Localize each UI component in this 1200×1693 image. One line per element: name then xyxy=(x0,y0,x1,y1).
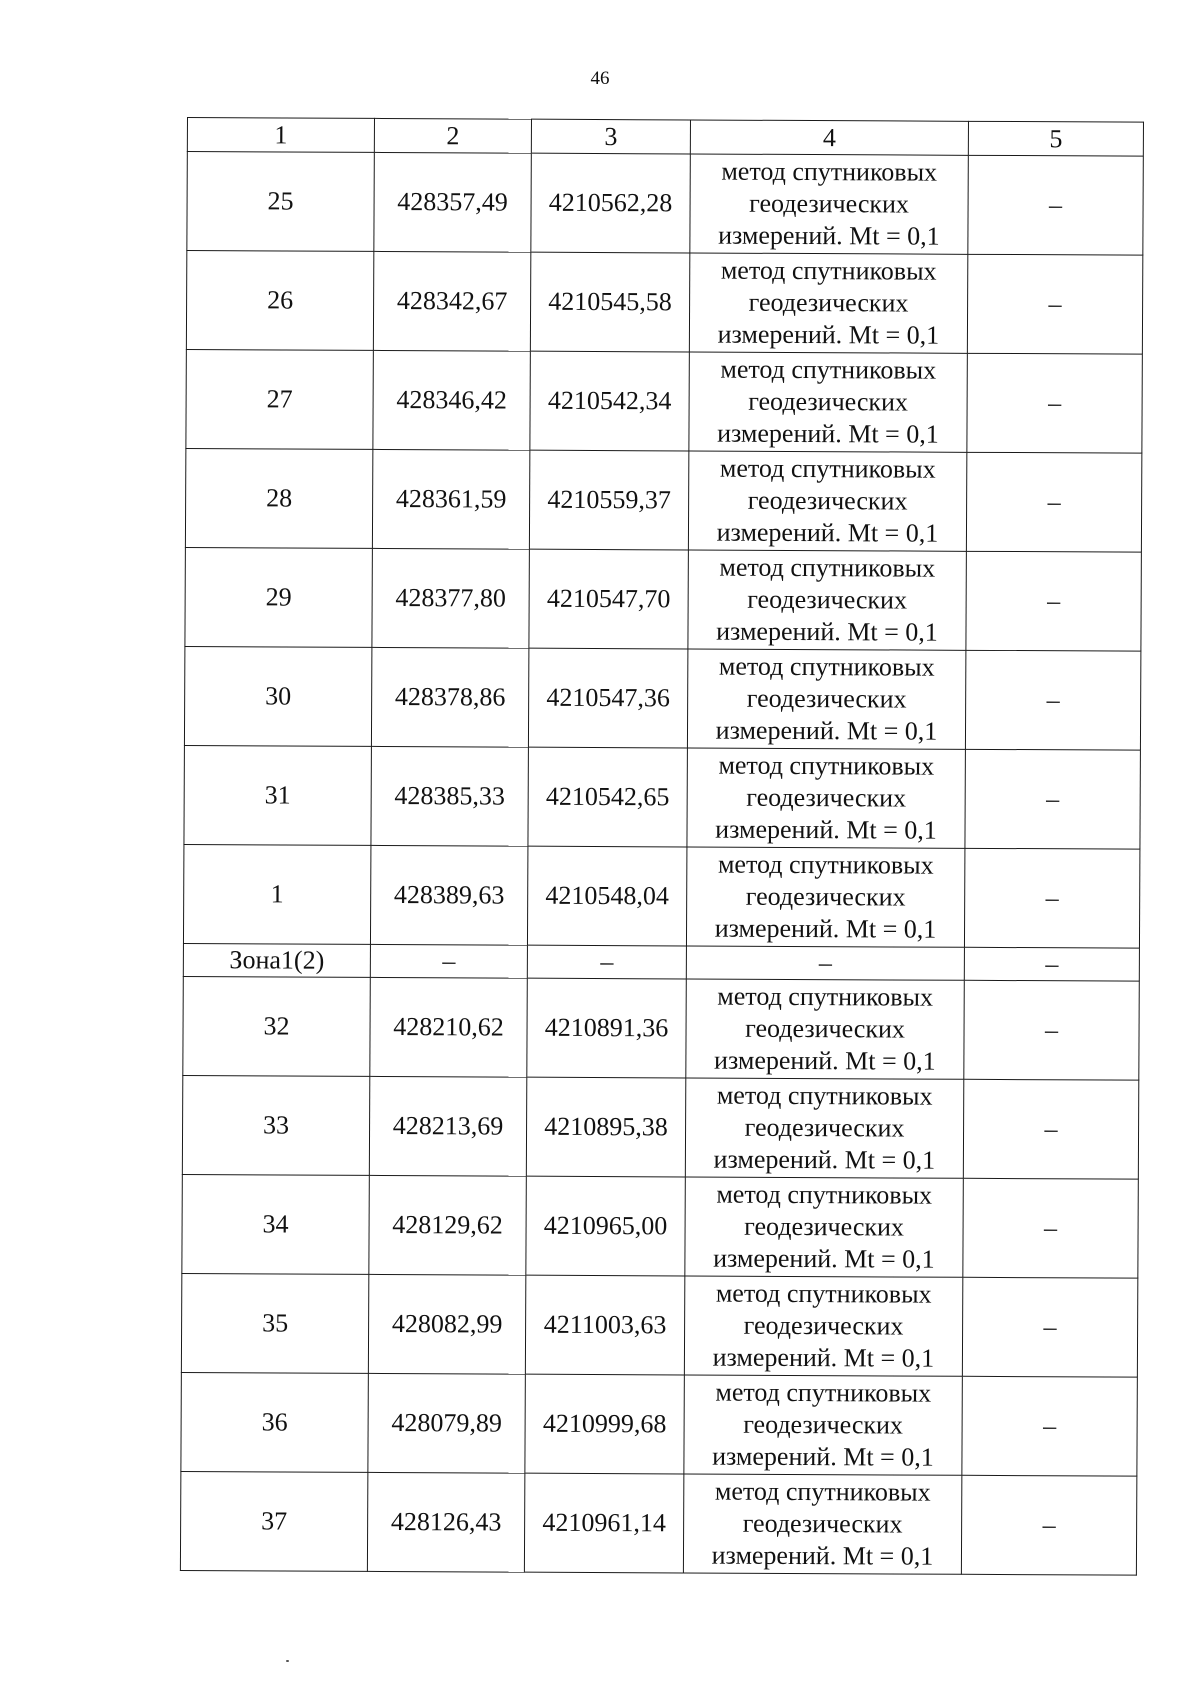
method-line: измерений. Mt = 0,1 xyxy=(716,616,938,647)
method-line: измерений. Mt = 0,1 xyxy=(713,1144,936,1175)
note-cell: – xyxy=(963,1079,1138,1179)
method-cell xyxy=(684,1375,962,1475)
note-cell: – xyxy=(961,1475,1136,1575)
method-line: метод спутниковых xyxy=(715,1278,932,1309)
coord-y-cell: 4210559,37 xyxy=(529,450,688,550)
method-line: метод спутниковых xyxy=(718,750,935,781)
point-number-cell: 37 xyxy=(180,1471,367,1571)
point-number-cell: 33 xyxy=(182,1075,369,1175)
point-number-cell: 28 xyxy=(185,448,372,548)
note-cell: – xyxy=(968,155,1143,255)
note-cell: – xyxy=(964,947,1139,981)
header-col-1: 1 xyxy=(187,118,374,153)
method-line: измерений. Mt = 0,1 xyxy=(715,814,937,845)
method-line: измерений. Mt = 0,1 xyxy=(714,1045,936,1076)
method-line: геодезических xyxy=(744,1112,905,1143)
zone-row xyxy=(183,943,1139,981)
method-line: метод спутниковых xyxy=(718,651,935,682)
coord-x-cell: 428389,63 xyxy=(370,845,527,945)
note-cell: – xyxy=(964,848,1139,948)
point-number-cell: 30 xyxy=(184,646,371,746)
coord-x-cell: 428357,49 xyxy=(374,152,531,252)
coord-y-cell: 4211003,63 xyxy=(525,1275,684,1375)
method-cell xyxy=(687,748,965,848)
coord-y-cell: 4210895,38 xyxy=(526,1077,685,1177)
method-line: – xyxy=(818,948,832,978)
coord-y-cell: 4210999,68 xyxy=(525,1374,684,1474)
method-line: геодезических xyxy=(746,782,907,813)
coord-x-cell: 428129,62 xyxy=(369,1175,526,1275)
method-line: измерений. Mt = 0,1 xyxy=(713,1243,935,1274)
coord-x-cell: 428082,99 xyxy=(368,1274,525,1374)
coord-y-cell: 4210542,34 xyxy=(530,351,689,451)
coord-x-cell: 428079,89 xyxy=(368,1373,525,1473)
note-cell: – xyxy=(965,749,1140,849)
method-line: геодезических xyxy=(747,485,908,516)
method-line: геодезических xyxy=(742,1508,903,1539)
method-line: метод спутниковых xyxy=(720,255,937,286)
coordinates-table xyxy=(180,117,1144,1576)
coord-y-cell: 4210961,14 xyxy=(524,1473,683,1573)
method-cell xyxy=(688,550,966,650)
page-number: 46 xyxy=(590,68,610,89)
header-col-3: 3 xyxy=(531,119,690,154)
method-cell xyxy=(689,253,967,353)
method-cell xyxy=(684,1276,962,1376)
method-line: метод спутниковых xyxy=(720,354,937,385)
coord-x-cell: 428346,42 xyxy=(373,350,530,450)
header-col-4: 4 xyxy=(690,120,968,155)
method-line: измерений. Mt = 0,1 xyxy=(711,1540,934,1571)
method-line: геодезических xyxy=(747,584,908,615)
coord-x-cell: 428213,69 xyxy=(369,1076,526,1176)
point-number-cell: 32 xyxy=(183,976,370,1076)
point-number-cell: 29 xyxy=(185,547,372,647)
coord-y-cell: 4210548,04 xyxy=(527,846,686,946)
point-number-cell: 26 xyxy=(186,251,373,351)
method-line: метод спутниковых xyxy=(717,849,934,880)
method-line: геодезических xyxy=(744,1211,905,1242)
coord-x-cell: 428126,43 xyxy=(367,1472,524,1572)
table-row xyxy=(186,349,1142,453)
table-row xyxy=(187,152,1143,256)
method-line: измерений. Mt = 0,1 xyxy=(714,913,937,944)
method-line: геодезических xyxy=(746,683,907,714)
table-row xyxy=(180,1471,1136,1575)
header-col-2: 2 xyxy=(374,118,531,153)
coord-y-cell: 4210542,65 xyxy=(528,747,687,847)
point-number-cell: 25 xyxy=(187,152,374,252)
method-cell xyxy=(685,1078,963,1178)
method-line: измерений. Mt = 0,1 xyxy=(718,220,940,251)
coord-y-cell: 4210562,28 xyxy=(531,153,690,253)
header-row xyxy=(187,118,1143,157)
table-row xyxy=(181,1273,1137,1377)
coord-y-cell: – xyxy=(527,945,686,979)
method-line: геодезических xyxy=(743,1310,904,1341)
coord-x-cell: – xyxy=(370,944,527,978)
method-cell xyxy=(686,946,964,980)
method-line: метод спутниковых xyxy=(714,1476,931,1507)
point-number-cell: 1 xyxy=(183,844,370,944)
method-line: измерений. Mt = 0,1 xyxy=(712,1441,934,1472)
header-col-5: 5 xyxy=(968,121,1143,156)
coord-x-cell: 428361,59 xyxy=(372,449,529,549)
method-line: геодезических xyxy=(745,1013,905,1044)
coord-x-cell: 428210,62 xyxy=(370,977,527,1077)
method-line: геодезических xyxy=(749,188,910,219)
coord-y-cell: 4210965,00 xyxy=(526,1176,685,1276)
method-cell xyxy=(688,451,966,551)
method-line: геодезических xyxy=(748,287,909,318)
table-body xyxy=(180,152,1143,1576)
coord-x-cell: 428378,86 xyxy=(371,647,528,747)
note-cell: – xyxy=(967,353,1142,453)
note-cell: – xyxy=(966,452,1141,552)
method-cell xyxy=(689,352,967,452)
table-row xyxy=(184,745,1140,849)
note-cell: – xyxy=(965,650,1140,750)
method-line: измерений. Mt = 0,1 xyxy=(712,1342,935,1373)
method-cell xyxy=(686,847,964,947)
coord-x-cell: 428342,67 xyxy=(373,251,530,351)
note-cell: – xyxy=(966,551,1141,651)
table-row xyxy=(186,251,1142,355)
coord-x-cell: 428385,33 xyxy=(371,746,528,846)
method-line: измерений. Mt = 0,1 xyxy=(715,715,938,746)
method-cell xyxy=(683,1474,961,1574)
method-line: измерений. Mt = 0,1 xyxy=(717,319,940,350)
table-header xyxy=(187,118,1143,157)
method-line: геодезических xyxy=(745,881,906,912)
table-row xyxy=(183,844,1139,948)
method-cell xyxy=(687,649,965,749)
method-line: метод спутниковых xyxy=(717,981,934,1012)
table-row xyxy=(185,448,1141,552)
method-cell xyxy=(685,1177,963,1277)
scan-speck xyxy=(286,1660,289,1662)
table-row xyxy=(182,1174,1138,1278)
coord-y-cell: 4210547,36 xyxy=(528,648,687,748)
method-line: измерений. Mt = 0,1 xyxy=(717,418,939,449)
method-line: геодезических xyxy=(743,1409,904,1440)
coord-x-cell: 428377,80 xyxy=(372,548,529,648)
note-cell: – xyxy=(962,1376,1137,1476)
note-cell: – xyxy=(962,1277,1137,1377)
note-cell: – xyxy=(964,980,1139,1080)
method-line: метод спутниковых xyxy=(716,1179,933,1210)
method-line: метод спутниковых xyxy=(719,552,936,583)
coord-y-cell: 4210547,70 xyxy=(529,549,688,649)
method-line: измерений. Mt = 0,1 xyxy=(716,517,939,548)
point-number-cell: 35 xyxy=(181,1273,368,1373)
table-row xyxy=(182,1075,1138,1179)
method-line: метод спутниковых xyxy=(721,156,938,187)
method-line: геодезических xyxy=(748,386,909,417)
coord-y-cell: 4210891,36 xyxy=(527,978,686,1078)
method-line: метод спутниковых xyxy=(715,1377,932,1408)
method-cell xyxy=(686,979,964,1079)
note-cell: – xyxy=(963,1178,1138,1278)
method-cell xyxy=(690,154,968,254)
table-row xyxy=(185,547,1141,651)
table-row xyxy=(184,646,1140,750)
point-number-cell: 27 xyxy=(186,349,373,449)
note-cell: – xyxy=(967,254,1142,354)
point-number-cell: 34 xyxy=(182,1174,369,1274)
coord-y-cell: 4210545,58 xyxy=(530,252,689,352)
table-row xyxy=(183,976,1139,1080)
point-number-cell: Зона1(2) xyxy=(183,943,370,977)
table-row xyxy=(181,1372,1137,1476)
point-number-cell: 36 xyxy=(181,1372,368,1472)
point-number-cell: 31 xyxy=(184,745,371,845)
method-line: метод спутниковых xyxy=(719,453,936,484)
method-line: метод спутниковых xyxy=(716,1080,933,1111)
